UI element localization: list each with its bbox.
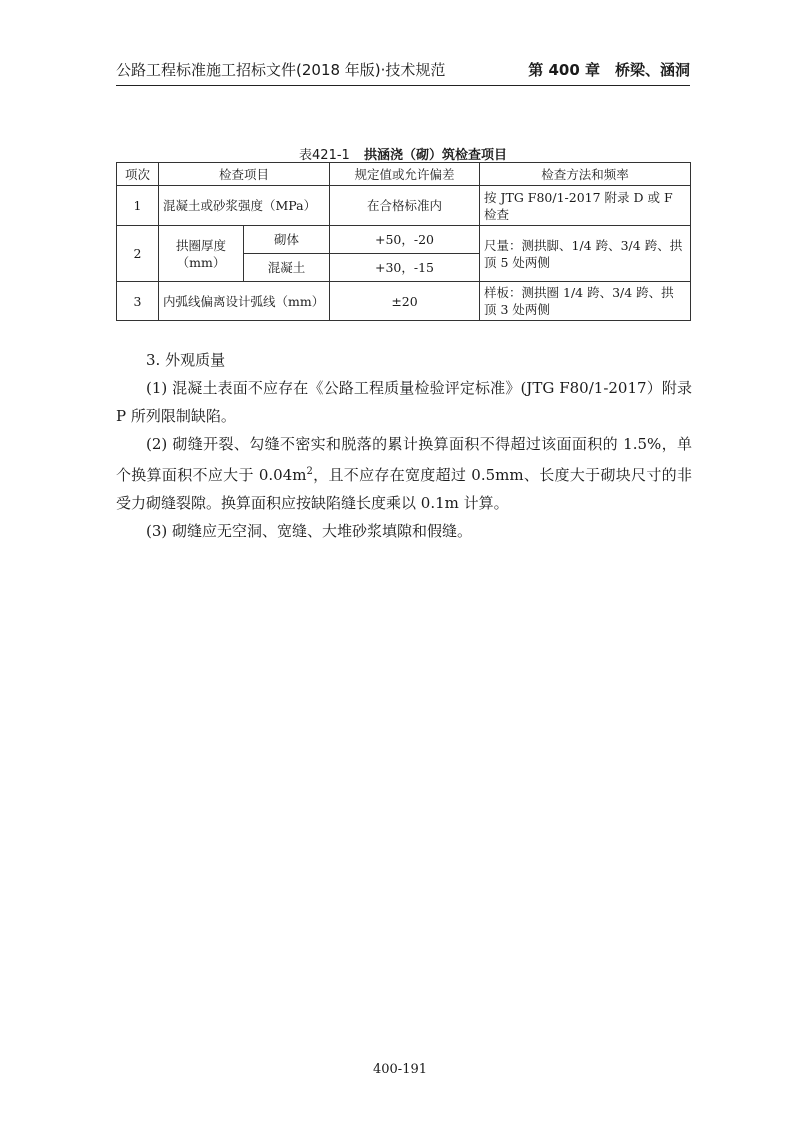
paragraph-2-part-b: ，且不应存在宽度超过 0.5mm、长度大于砌块尺寸的非受力砌缝裂隙。换算面积应按缺陷缝长度乘以 0.1m 计算。	[116, 466, 692, 512]
allowed-value: 在合格标准内	[330, 186, 480, 226]
paragraph-3: (3) 砌缝应无空洞、宽缝、大堆砂浆填隙和假缝。	[146, 522, 473, 540]
allowed-value: +30，-15	[330, 254, 480, 282]
check-method: 按 JTG F80/1-2017 附录 D 或 F 检查	[480, 186, 691, 226]
table-row	[117, 226, 691, 254]
check-item: 拱圈厚度（mm）	[159, 226, 244, 282]
table-title: 拱涵浇（砌）筑检查项目	[363, 148, 507, 163]
table-number: 表421-1	[299, 148, 350, 163]
sub-item: 砌体	[244, 226, 330, 254]
table-header-row	[117, 163, 691, 186]
allowed-value: ±20	[330, 282, 480, 321]
row-number: 1	[117, 186, 159, 226]
header-document-title: 公路工程标准施工招标文件(2018 年版)·技术规范	[116, 61, 446, 79]
header-cell: 规定值或允许偏差	[330, 163, 480, 186]
header-cell: 检查方法和频率	[480, 163, 691, 186]
header-chapter-title: 第 400 章 桥梁、涵洞	[528, 61, 690, 79]
page-number: 400-191	[372, 1062, 428, 1077]
section-title: 3. 外观质量	[146, 351, 226, 369]
header-cell: 项次	[117, 163, 159, 186]
table-row	[117, 282, 691, 321]
check-item: 混凝土或砂浆强度（MPa）	[159, 186, 330, 226]
row-number: 2	[117, 226, 159, 282]
superscript: 2	[306, 466, 313, 477]
body-text	[116, 346, 692, 545]
inspection-table	[116, 162, 691, 321]
table-caption	[116, 144, 690, 163]
paragraph-2-part-a: (2) 砌缝开裂、勾缝不密实和脱落的累计换算面积不得超过该面面积的 1.5%，单个换算面积不应大于 0.04m	[116, 435, 692, 484]
check-item: 内弧线偏离设计弧线（mm）	[159, 282, 330, 321]
check-method: 尺量：测拱脚、1/4 跨、3/4 跨、拱顶 5 处两侧	[480, 226, 691, 282]
check-method: 样板：测拱圈 1/4 跨、3/4 跨、拱顶 3 处两侧	[480, 282, 691, 321]
paragraph-2	[116, 430, 692, 517]
table-row	[117, 186, 691, 226]
header-cell: 检查项目	[159, 163, 330, 186]
page-header	[116, 57, 690, 86]
row-number: 3	[117, 282, 159, 321]
sub-item: 混凝土	[244, 254, 330, 282]
allowed-value: +50，-20	[330, 226, 480, 254]
paragraph-1: (1) 混凝土表面不应存在《公路工程质量检验评定标准》(JTG F80/1-2017）附录 P 所列限制缺陷。	[116, 379, 692, 425]
